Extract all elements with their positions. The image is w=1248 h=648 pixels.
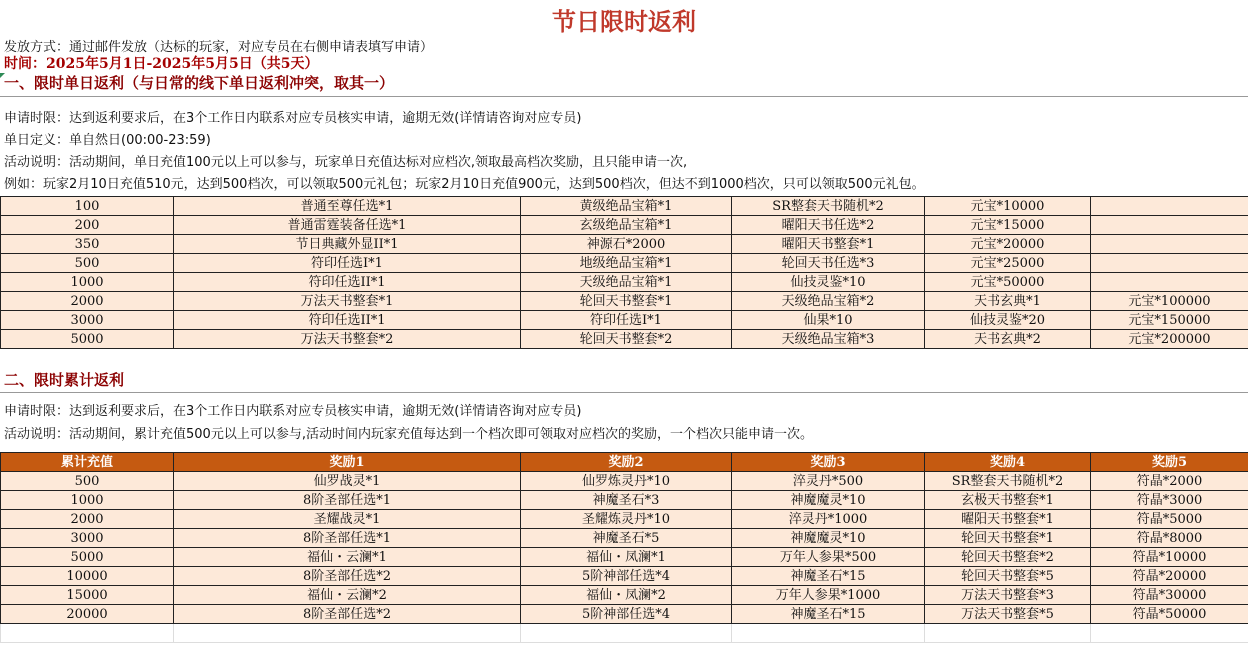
table-row [1, 235, 1248, 254]
reward-cell[interactable]: 神魔圣石*3 [521, 491, 732, 510]
reward-cell[interactable]: 圣耀战灵*1 [174, 510, 521, 529]
tier-cell[interactable]: 2000 [1, 292, 174, 311]
section2-apply-limit: 申请时限：达到返利要求后，在3个工作日内联系对应专员核实申请，逾期无效(详情请咨询对应专员) [4, 404, 582, 419]
reward-cell[interactable]: 5阶神部任选*4 [521, 605, 732, 624]
reward-cell[interactable]: 曜阳天书整套*1 [925, 510, 1091, 529]
reward-cell[interactable]: 万年人参果*1000 [732, 586, 925, 605]
reward-cell[interactable]: 符晶*3000 [1091, 491, 1248, 510]
reward-cell[interactable]: 8阶圣部任选*1 [174, 529, 521, 548]
reward-cell[interactable]: 淬灵丹*500 [732, 472, 925, 491]
reward-cell[interactable]: 元宝*150000 [1091, 311, 1248, 330]
tier-cell[interactable]: 3000 [1, 529, 174, 548]
reward-cell[interactable] [925, 624, 1091, 643]
tier-cell[interactable]: 10000 [1, 567, 174, 586]
reward-cell[interactable] [1091, 235, 1248, 254]
reward-cell[interactable]: 轮回天书整套*1 [925, 529, 1091, 548]
reward-cell[interactable] [1091, 197, 1248, 216]
reward-cell[interactable]: 轮回天书整套*2 [521, 330, 732, 349]
reward-cell[interactable]: 万法天书整套*1 [174, 292, 521, 311]
reward-cell[interactable]: 符晶*8000 [1091, 529, 1248, 548]
reward-cell[interactable]: 神魔魔灵*10 [732, 529, 925, 548]
reward-cell[interactable]: 天级绝品宝箱*3 [732, 330, 925, 349]
reward-cell[interactable]: 普通至尊任选*1 [174, 197, 521, 216]
section2-heading: 二、限时累计返利 [4, 371, 125, 389]
reward-cell[interactable]: 万法天书整套*2 [174, 330, 521, 349]
table-row [1, 472, 1248, 491]
table-row [1, 330, 1248, 349]
reward-cell[interactable]: 元宝*15000 [925, 216, 1091, 235]
section2-description: 活动说明：活动期间，累计充值500元以上可以参与,活动时间内玩家充值每达到一个档次即可领取对应档次的奖励，一个档次只能申请一次。 [4, 427, 813, 442]
reward-cell[interactable]: 符印任选II*1 [174, 273, 521, 292]
reward-cell[interactable]: 天级绝品宝箱*2 [732, 292, 925, 311]
reward-cell[interactable]: 福仙・云澜*1 [174, 548, 521, 567]
reward-cell[interactable]: 淬灵丹*1000 [732, 510, 925, 529]
reward-cell[interactable]: 神源石*2000 [521, 235, 732, 254]
tier-cell[interactable]: 500 [1, 472, 174, 491]
table-row [1, 605, 1248, 624]
reward-cell[interactable]: 天书玄典*2 [925, 330, 1091, 349]
reward-cell[interactable]: 曜阳天书任选*2 [732, 216, 925, 235]
reward-cell[interactable]: 黄级绝品宝箱*1 [521, 197, 732, 216]
reward-cell[interactable]: 奖励4 [925, 453, 1091, 472]
table-row [1, 197, 1248, 216]
reward-cell[interactable]: 福仙・云澜*2 [174, 586, 521, 605]
table-row [1, 567, 1248, 586]
reward-cell[interactable]: 8阶圣部任选*2 [174, 567, 521, 586]
reward-cell[interactable]: 轮回天书整套*1 [521, 292, 732, 311]
reward-cell[interactable]: 仙罗炼灵丹*10 [521, 472, 732, 491]
tier-cell[interactable]: 350 [1, 235, 174, 254]
reward-cell[interactable]: 奖励5 [1091, 453, 1248, 472]
event-time-text: 时间：2025年5月1日-2025年5月5日（共5天） [4, 56, 319, 72]
reward-cell[interactable]: 元宝*10000 [925, 197, 1091, 216]
reward-cell[interactable]: 元宝*200000 [1091, 330, 1248, 349]
tier-cell[interactable]: 3000 [1, 311, 174, 330]
table-row [1, 510, 1248, 529]
reward-cell[interactable]: 玄级绝品宝箱*1 [521, 216, 732, 235]
table-row [1, 311, 1248, 330]
tier-cell[interactable]: 200 [1, 216, 174, 235]
reward-cell[interactable]: 圣耀炼灵丹*10 [521, 510, 732, 529]
table-row [1, 292, 1248, 311]
section1-heading: 一、限时单日返利（与日常的线下单日返利冲突，取其一） [4, 74, 395, 92]
section2-divider [0, 392, 1248, 393]
reward-cell[interactable]: 轮回天书任选*3 [732, 254, 925, 273]
reward-cell[interactable]: 万法天书整套*5 [925, 605, 1091, 624]
single-day-rebate-table [0, 196, 1248, 349]
reward-cell[interactable]: SR整套天书随机*2 [732, 197, 925, 216]
reward-cell[interactable] [1091, 254, 1248, 273]
reward-cell[interactable] [521, 624, 732, 643]
reward-cell[interactable]: 节日典藏外显II*1 [174, 235, 521, 254]
reward-cell[interactable] [174, 624, 521, 643]
reward-cell[interactable]: 符印任选I*1 [174, 254, 521, 273]
reward-cell[interactable]: 神魔圣石*15 [732, 605, 925, 624]
tier-cell[interactable]: 1000 [1, 273, 174, 292]
reward-cell[interactable]: 福仙・凤澜*1 [521, 548, 732, 567]
reward-cell[interactable]: 符晶*50000 [1091, 605, 1248, 624]
reward-cell[interactable]: 万年人参果*500 [732, 548, 925, 567]
tier-cell[interactable]: 5000 [1, 330, 174, 349]
reward-cell[interactable]: 元宝*20000 [925, 235, 1091, 254]
reward-cell[interactable]: 8阶圣部任选*2 [174, 605, 521, 624]
reward-cell[interactable]: 仙技灵鉴*20 [925, 311, 1091, 330]
reward-cell[interactable]: 5阶神部任选*4 [521, 567, 732, 586]
reward-cell[interactable]: 符晶*10000 [1091, 548, 1248, 567]
reward-cell[interactable]: 仙罗战灵*1 [174, 472, 521, 491]
reward-cell[interactable]: 元宝*100000 [1091, 292, 1248, 311]
tier-cell[interactable] [1, 624, 174, 643]
reward-cell[interactable] [1091, 273, 1248, 292]
reward-cell[interactable]: 轮回天书整套*5 [925, 567, 1091, 586]
reward-cell[interactable]: 普通雷霆装备任选*1 [174, 216, 521, 235]
reward-cell[interactable]: 符晶*5000 [1091, 510, 1248, 529]
page-title: 节日限时返利 [552, 7, 696, 36]
reward-cell[interactable]: 轮回天书整套*2 [925, 548, 1091, 567]
reward-cell[interactable]: 万法天书整套*3 [925, 586, 1091, 605]
empty-row [1, 624, 1248, 643]
tier-cell[interactable]: 500 [1, 254, 174, 273]
reward-cell[interactable]: 仙果*10 [732, 311, 925, 330]
reward-cell[interactable]: 曜阳天书整套*1 [732, 235, 925, 254]
reward-cell[interactable]: 符印任选II*1 [174, 311, 521, 330]
tier-cell[interactable]: 15000 [1, 586, 174, 605]
reward-cell[interactable] [1091, 216, 1248, 235]
tier-cell[interactable]: 2000 [1, 510, 174, 529]
section1-description: 活动说明：活动期间，单日充值100元以上可以参与，玩家单日充值达标对应档次,领取最高档次奖励，且只能申请一次, [4, 155, 688, 170]
section1-example: 例如：玩家2月10日充值510元，达到500档次，可以领取500元礼包；玩家2月10日充值900元，达到500档次，但达不到1000档次，只可以领取500元礼包。 [4, 177, 925, 192]
tier-cell[interactable]: 100 [1, 197, 174, 216]
cumulative-rebate-table [0, 452, 1248, 643]
tier-cell[interactable]: 5000 [1, 548, 174, 567]
table-row [1, 548, 1248, 567]
reward-cell[interactable]: SR整套天书随机*2 [925, 472, 1091, 491]
tier-cell[interactable]: 累计充值 [1, 453, 174, 472]
reward-cell[interactable]: 符晶*2000 [1091, 472, 1248, 491]
section1-apply-limit: 申请时限：达到返利要求后，在3个工作日内联系对应专员核实申请，逾期无效(详情请咨询对应专员) [4, 111, 582, 126]
table-row [1, 529, 1248, 548]
reward-cell[interactable]: 符晶*30000 [1091, 586, 1248, 605]
reward-cell[interactable]: 奖励2 [521, 453, 732, 472]
reward-cell[interactable]: 奖励1 [174, 453, 521, 472]
reward-cell[interactable]: 神魔圣石*15 [732, 567, 925, 586]
reward-cell[interactable]: 神魔圣石*5 [521, 529, 732, 548]
table-row [1, 254, 1248, 273]
section1-divider [0, 96, 1248, 97]
reward-cell[interactable]: 天级绝品宝箱*1 [521, 273, 732, 292]
table-row [1, 216, 1248, 235]
reward-cell[interactable]: 玄极天书整套*1 [925, 491, 1091, 510]
delivery-method-text: 发放方式：通过邮件发放（达标的玩家，对应专员在右侧申请表填写申请） [4, 40, 434, 55]
table-row [1, 273, 1248, 292]
reward-cell[interactable]: 符印任选I*1 [521, 311, 732, 330]
reward-cell[interactable]: 符晶*20000 [1091, 567, 1248, 586]
reward-cell[interactable]: 天书玄典*1 [925, 292, 1091, 311]
reward-cell[interactable]: 福仙・凤澜*2 [521, 586, 732, 605]
table-row [1, 586, 1248, 605]
tier-cell[interactable]: 1000 [1, 491, 174, 510]
reward-cell[interactable]: 地级绝品宝箱*1 [521, 254, 732, 273]
reward-cell[interactable]: 神魔魔灵*10 [732, 491, 925, 510]
table-row [1, 491, 1248, 510]
reward-cell[interactable]: 元宝*25000 [925, 254, 1091, 273]
section1-day-definition: 单日定义：单自然日(00:00-23:59) [4, 133, 211, 148]
reward-cell[interactable]: 仙技灵鉴*10 [732, 273, 925, 292]
table-header-row [1, 453, 1248, 472]
reward-cell[interactable]: 8阶圣部任选*1 [174, 491, 521, 510]
reward-cell[interactable]: 奖励3 [732, 453, 925, 472]
reward-cell[interactable] [1091, 624, 1248, 643]
tier-cell[interactable]: 20000 [1, 605, 174, 624]
reward-cell[interactable] [732, 624, 925, 643]
reward-cell[interactable]: 元宝*50000 [925, 273, 1091, 292]
